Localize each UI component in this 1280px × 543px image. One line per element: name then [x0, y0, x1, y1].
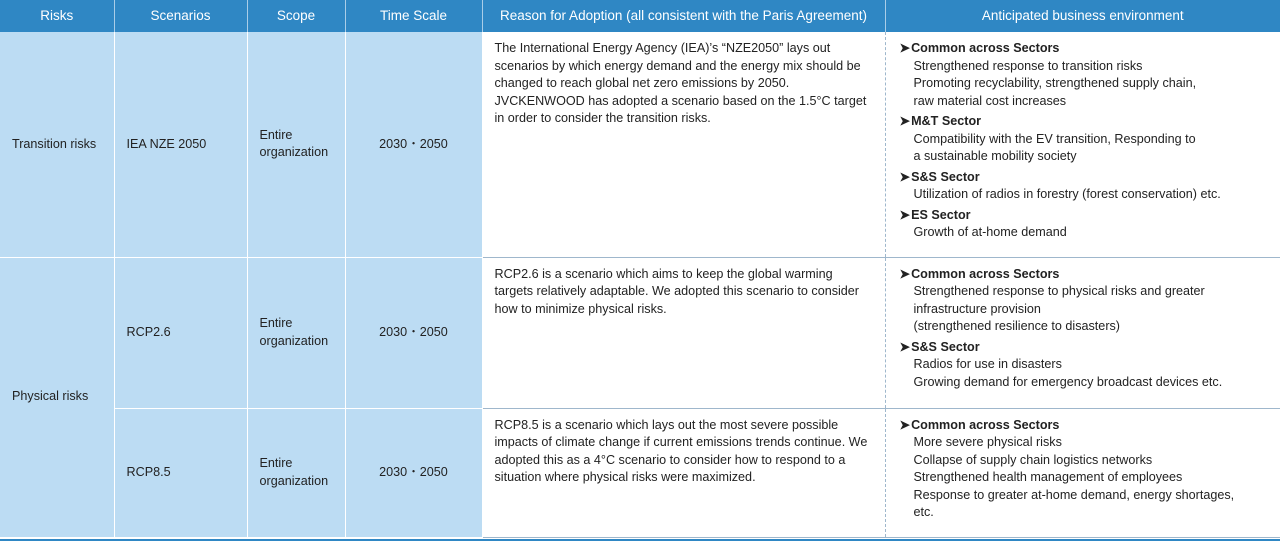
reason-cell: The International Energy Agency (IEA)’s “NZE2050” lays out scenarios by which energy demand and the energy mix should be changed to reach global net zero emissions by 2050. JVCKENWOOD has adopted a scenario based on the 1.5°C target in order to consider the transition risks. [482, 32, 885, 257]
environment-line: Strengthened response to physical risks and greater [913, 284, 1205, 298]
time-scale-cell: 2030・2050 [345, 408, 482, 537]
sector-label: ES Sector [911, 207, 971, 222]
arrow-bullet-icon: ➤ [899, 207, 911, 222]
risk-cell: Physical risks [0, 257, 114, 537]
header-row [0, 0, 1280, 32]
environment-cell [885, 32, 1280, 257]
table-row [0, 257, 1280, 408]
environment-line: (strengthened resilience to disasters) [913, 319, 1120, 333]
sector-group [900, 417, 1271, 522]
environment-line: Strengthened response to transition risks [913, 58, 1143, 73]
sector-heading [900, 40, 1271, 58]
arrow-bullet-icon: ➤ [899, 339, 911, 354]
sector-group [900, 113, 1271, 166]
arrow-bullet-icon: ➤ [899, 266, 911, 281]
time-scale-cell: 2030・2050 [345, 257, 482, 408]
sector-label: S&S Sector [911, 169, 980, 184]
risk-cell: Transition risks [0, 32, 114, 257]
sector-group [900, 339, 1271, 392]
sector-heading [900, 417, 1271, 435]
header-environment: Anticipated business environment [885, 0, 1280, 32]
sector-group [900, 266, 1271, 336]
arrow-bullet-icon: ➤ [899, 114, 911, 128]
sector-group [900, 169, 1271, 204]
scope-cell: Entire organization [247, 408, 345, 537]
environment-cell [885, 257, 1280, 408]
sector-heading [900, 169, 1271, 187]
scenario-cell: RCP8.5 [114, 408, 247, 537]
environment-cell [885, 408, 1280, 537]
sector-heading [900, 266, 1271, 284]
header-risks: Risks [0, 0, 114, 32]
arrow-bullet-icon: ➤ [899, 417, 911, 432]
header-reason: Reason for Adoption (all consistent with the Paris Agreement) [482, 0, 885, 32]
environment-line: Utilization of radios in forestry (forest conservation) etc. [913, 187, 1221, 201]
environment-line: a sustainable mobility society [913, 149, 1077, 163]
environment-line: Promoting recyclability, strengthened supply chain, [913, 76, 1197, 90]
header-scope: Scope [247, 0, 345, 32]
environment-line: Growth of at-home demand [913, 225, 1067, 239]
environment-line: Growing demand for emergency broadcast devices etc. [913, 374, 1223, 389]
table-row [0, 32, 1280, 257]
arrow-bullet-icon: ➤ [899, 41, 911, 55]
reason-cell: RCP8.5 is a scenario which lays out the most severe possible impacts of climate change if current emissions trends continue. We adopted this as a 4°C scenario to consider how to respond to a situation where physical risks were maximized. [482, 408, 885, 537]
sector-heading [900, 113, 1271, 131]
reason-cell: RCP2.6 is a scenario which aims to keep the global warming targets relatively adaptable. We adopted this scenario to consider how to minimize physical risks. [482, 257, 885, 408]
environment-line: Radios for use in disasters [913, 357, 1062, 371]
bottom-rule [0, 539, 1280, 541]
sector-label: M&T Sector [911, 114, 982, 128]
environment-line: raw material cost increases [913, 93, 1067, 108]
environment-line: Compatibility with the EV transition, Responding to [913, 131, 1196, 146]
sector-label: Common across Sectors [911, 266, 1060, 281]
environment-line: Response to greater at-home demand, energy shortages, [913, 487, 1235, 502]
sector-label: Common across Sectors [911, 417, 1060, 432]
scenario-cell: RCP2.6 [114, 257, 247, 408]
header-scenarios: Scenarios [114, 0, 247, 32]
sector-label: S&S Sector [911, 339, 980, 354]
sector-heading [900, 207, 1271, 225]
environment-line: More severe physical risks [913, 435, 1062, 449]
sector-group [900, 207, 1271, 242]
table-row [0, 408, 1280, 537]
arrow-bullet-icon: ➤ [899, 169, 911, 184]
sector-heading [900, 339, 1271, 357]
environment-line: infrastructure provision [913, 301, 1041, 316]
environment-line: etc. [913, 505, 934, 519]
scenario-cell: IEA NZE 2050 [114, 32, 247, 257]
scope-cell: Entire organization [247, 257, 345, 408]
time-scale-cell: 2030・2050 [345, 32, 482, 257]
environment-line: Collapse of supply chain logistics networks [913, 452, 1153, 467]
sector-group [900, 40, 1271, 110]
environment-line: Strengthened health management of employees [913, 470, 1183, 484]
header-time-scale: Time Scale [345, 0, 482, 32]
scope-cell: Entire organization [247, 32, 345, 257]
sector-label: Common across Sectors [911, 41, 1060, 55]
